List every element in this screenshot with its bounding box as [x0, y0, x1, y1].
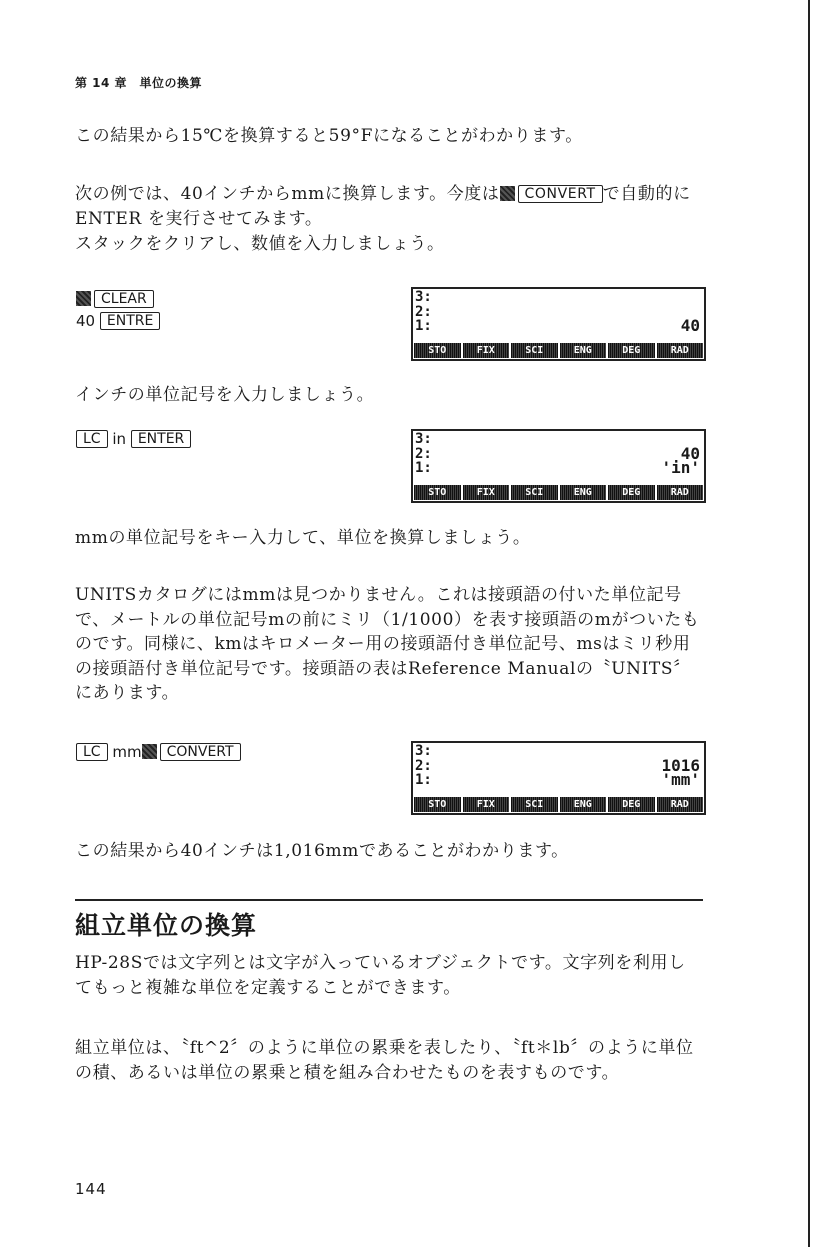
menu-fix: FIX	[463, 343, 510, 358]
section-heading: 組立単位の換算	[75, 911, 258, 940]
menu-rad: RAD	[657, 343, 704, 358]
menu-rad: RAD	[657, 485, 704, 500]
typed-text: mm	[112, 743, 142, 761]
menu-sci: SCI	[511, 797, 558, 812]
stack-value-1: 'mm'	[661, 770, 700, 789]
enter-key: ENTER	[131, 430, 191, 448]
stack-level-3: 3:	[415, 289, 432, 305]
stack-level-3: 3:	[415, 743, 432, 759]
calculator-display-1	[411, 287, 706, 361]
menu-deg: DEG	[608, 343, 655, 358]
stack-value-2: 1016	[661, 755, 700, 775]
paragraph-9: 組立単位は、〝ft^2〞のように単位の累乗を表したり、〝ft＊lb〞のように単位の積、あるいは単位の累乗と積を組み合わせたものを表すものです。	[75, 1038, 694, 1083]
stack-level-3: 3:	[415, 431, 432, 447]
calculator-display-3	[411, 741, 706, 815]
convert-key: CONVERT	[160, 743, 241, 761]
lc-key: LC	[76, 430, 108, 448]
page-edge-rule	[808, 0, 810, 1247]
page-number: 144	[75, 1180, 107, 1198]
calculator-display-2	[411, 429, 706, 503]
menu-rad: RAD	[657, 797, 704, 812]
stack-level-2: 2:	[415, 303, 432, 320]
example-1-keys	[76, 288, 160, 332]
stack-level-2: 2:	[415, 445, 432, 462]
shift-key-icon	[142, 744, 157, 759]
example-2-keys	[76, 428, 191, 450]
menu-eng: ENG	[560, 343, 607, 358]
example-3-keys	[76, 741, 241, 763]
stack-level-1: 1:	[415, 318, 432, 334]
softkey-menu	[414, 797, 703, 812]
paragraph-2-after: で自動的にENTER を実行させてみます。	[75, 184, 691, 229]
paragraph-7: この結果から40インチは1,016mmであることがわかります。	[75, 841, 569, 861]
shift-key-icon	[500, 186, 515, 201]
stack-level-2: 2:	[415, 757, 432, 774]
menu-deg: DEG	[608, 485, 655, 500]
typed-text: in	[112, 430, 127, 448]
paragraph-8: HP-28Sでは文字列とは文字が入っているオブジェクトです。文字列を利用してもっと複雑な単位を定義することができます。	[75, 953, 686, 998]
menu-deg: DEG	[608, 797, 655, 812]
menu-sci: SCI	[511, 343, 558, 358]
paragraph-2-before: 次の例では、40インチからmmに換算します。今度は	[75, 184, 500, 204]
menu-sto: STO	[414, 343, 461, 358]
chapter-header: 第 14 章 単位の換算	[75, 76, 203, 90]
convert-key: CONVERT	[518, 185, 603, 203]
paragraph-3: スタックをクリアし、数値を入力しましょう。	[75, 234, 445, 254]
input-number: 40	[76, 312, 96, 330]
stack-level-1: 1:	[415, 772, 432, 788]
menu-fix: FIX	[463, 797, 510, 812]
section-divider	[75, 899, 703, 901]
softkey-menu	[414, 343, 703, 358]
lc-key: LC	[76, 743, 108, 761]
clear-key: CLEAR	[94, 290, 154, 308]
enter-key: ENTRE	[100, 312, 160, 330]
paragraph-6: UNITSカタログにはmmは見つかりません。これは接頭語の付いた単位記号で、メートルの単位記号mの前にミリ（1/1000）を表す接頭語のmがついたものです。同様に、kmはキロメーター用の接頭語付き単位記号、msはミリ秒用の接頭語付き単位記号です。接頭語の表はReference Manualの〝UNITS〞にあります。	[75, 585, 700, 703]
paragraph-5: mmの単位記号をキー入力して、単位を換算しましょう。	[75, 528, 531, 548]
menu-fix: FIX	[463, 485, 510, 500]
shift-key-icon	[76, 291, 91, 306]
softkey-menu	[414, 485, 703, 500]
paragraph-4: インチの単位記号を入力しましょう。	[75, 385, 375, 405]
menu-sci: SCI	[511, 485, 558, 500]
menu-eng: ENG	[560, 797, 607, 812]
menu-sto: STO	[414, 797, 461, 812]
menu-sto: STO	[414, 485, 461, 500]
paragraph-1: この結果から15℃を換算すると59°Fになることがわかります。	[75, 126, 583, 146]
menu-eng: ENG	[560, 485, 607, 500]
stack-level-1: 1:	[415, 460, 432, 476]
stack-value-2: 40	[680, 443, 700, 463]
paragraph-2	[75, 182, 703, 231]
stack-value-1: 40	[680, 316, 700, 335]
stack-value-1: 'in'	[661, 458, 700, 477]
